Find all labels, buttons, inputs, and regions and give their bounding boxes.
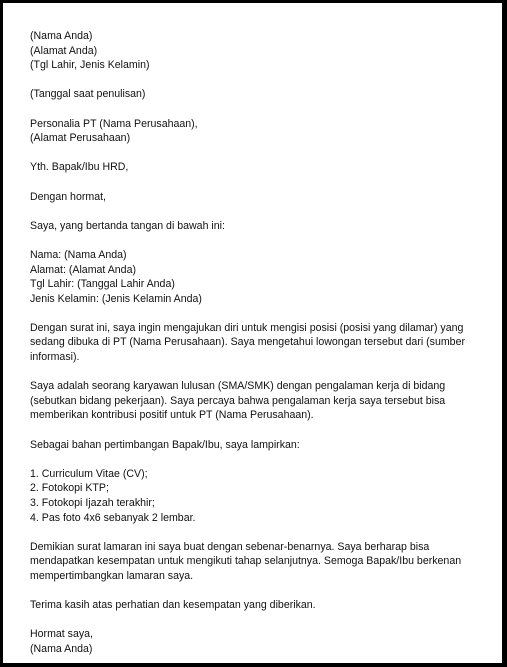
recipient-company: Personalia PT (Nama Perusahaan), — [30, 117, 198, 130]
detail-gender: Jenis Kelamin: (Jenis Kelamin Anda) — [30, 292, 202, 305]
paragraph-line: Demikian surat lamaran ini saya buat dengan sebenar-benarnya. Saya berharap bisa — [30, 540, 430, 553]
date-block — [30, 87, 482, 102]
paragraph-experience — [30, 379, 482, 423]
thanks-block — [30, 598, 482, 613]
attachments-list — [30, 467, 482, 525]
detail-birthdate: Tgl Lahir: (Tanggal Lahir Anda) — [30, 278, 175, 291]
paragraph-line: memberikan kontribusi positif untuk PT (Nama Perusahaan). — [30, 409, 314, 422]
attachment-item: 2. Fotokopi KTP; — [30, 482, 109, 495]
sender-block — [30, 29, 482, 73]
paragraph-line: Dengan surat ini, saya ingin mengajukan diri untuk mengisi posisi (posisi yang dilamar) yang — [30, 321, 464, 334]
intro-block — [30, 219, 482, 234]
addressee: Yth. Bapak/Ibu HRD, — [30, 161, 129, 174]
details-block — [30, 248, 482, 306]
paragraph-line: mendapatkan kesempatan untuk mengikuti tahap selanjutnya. Semoga Bapak/Ibu berkenan — [30, 555, 462, 568]
greeting-block — [30, 190, 482, 205]
attachment-item: 4. Pas foto 4x6 sebanyak 2 lembar. — [30, 511, 196, 524]
sender-birth-gender: (Tgl Lahir, Jenis Kelamin) — [30, 59, 150, 72]
paragraph-line: Saya adalah seorang karyawan lulusan (SMA/SMK) dengan pengalaman kerja di bidang — [30, 380, 446, 393]
thanks-text: Terima kasih atas perhatian dan kesempatan yang diberikan. — [30, 599, 316, 612]
paragraph-line: informasi). — [30, 351, 80, 364]
letter-page — [3, 3, 502, 663]
addressee-block — [30, 160, 482, 175]
greeting: Dengan hormat, — [30, 190, 106, 203]
sender-address: (Alamat Anda) — [30, 44, 98, 57]
paragraph-closing — [30, 540, 482, 584]
recipient-address: (Alamat Perusahaan) — [30, 132, 131, 145]
attachments-intro-block — [30, 438, 482, 453]
signoff-name: (Nama Anda) — [30, 642, 93, 655]
paragraph-application — [30, 321, 482, 365]
detail-address: Alamat: (Alamat Anda) — [30, 263, 136, 276]
signoff-block — [30, 627, 482, 656]
letter-date: (Tanggal saat penulisan) — [30, 88, 146, 101]
detail-name: Nama: (Nama Anda) — [30, 248, 127, 261]
paragraph-line: sedang dibuka di PT (Nama Perusahaan). Saya mengetahui lowongan tersebut dari (sumber — [30, 336, 465, 349]
paragraph-line: mempertimbangkan lamaran saya. — [30, 569, 194, 582]
recipient-block — [30, 117, 482, 146]
attachments-intro: Sebagai bahan pertimbangan Bapak/Ibu, saya lampirkan: — [30, 438, 300, 451]
attachment-item: 1. Curriculum Vitae (CV); — [30, 467, 148, 480]
attachment-item: 3. Fotokopi Ijazah terakhir; — [30, 497, 155, 509]
paragraph-line: (sebutkan bidang pekerjaan). Saya percaya bahwa pengalaman kerja saya tersebut bisa — [30, 394, 446, 407]
signoff-phrase: Hormat saya, — [30, 628, 93, 641]
sender-name: (Nama Anda) — [30, 30, 93, 42]
intro-text: Saya, yang bertanda tangan di bawah ini: — [30, 219, 225, 232]
